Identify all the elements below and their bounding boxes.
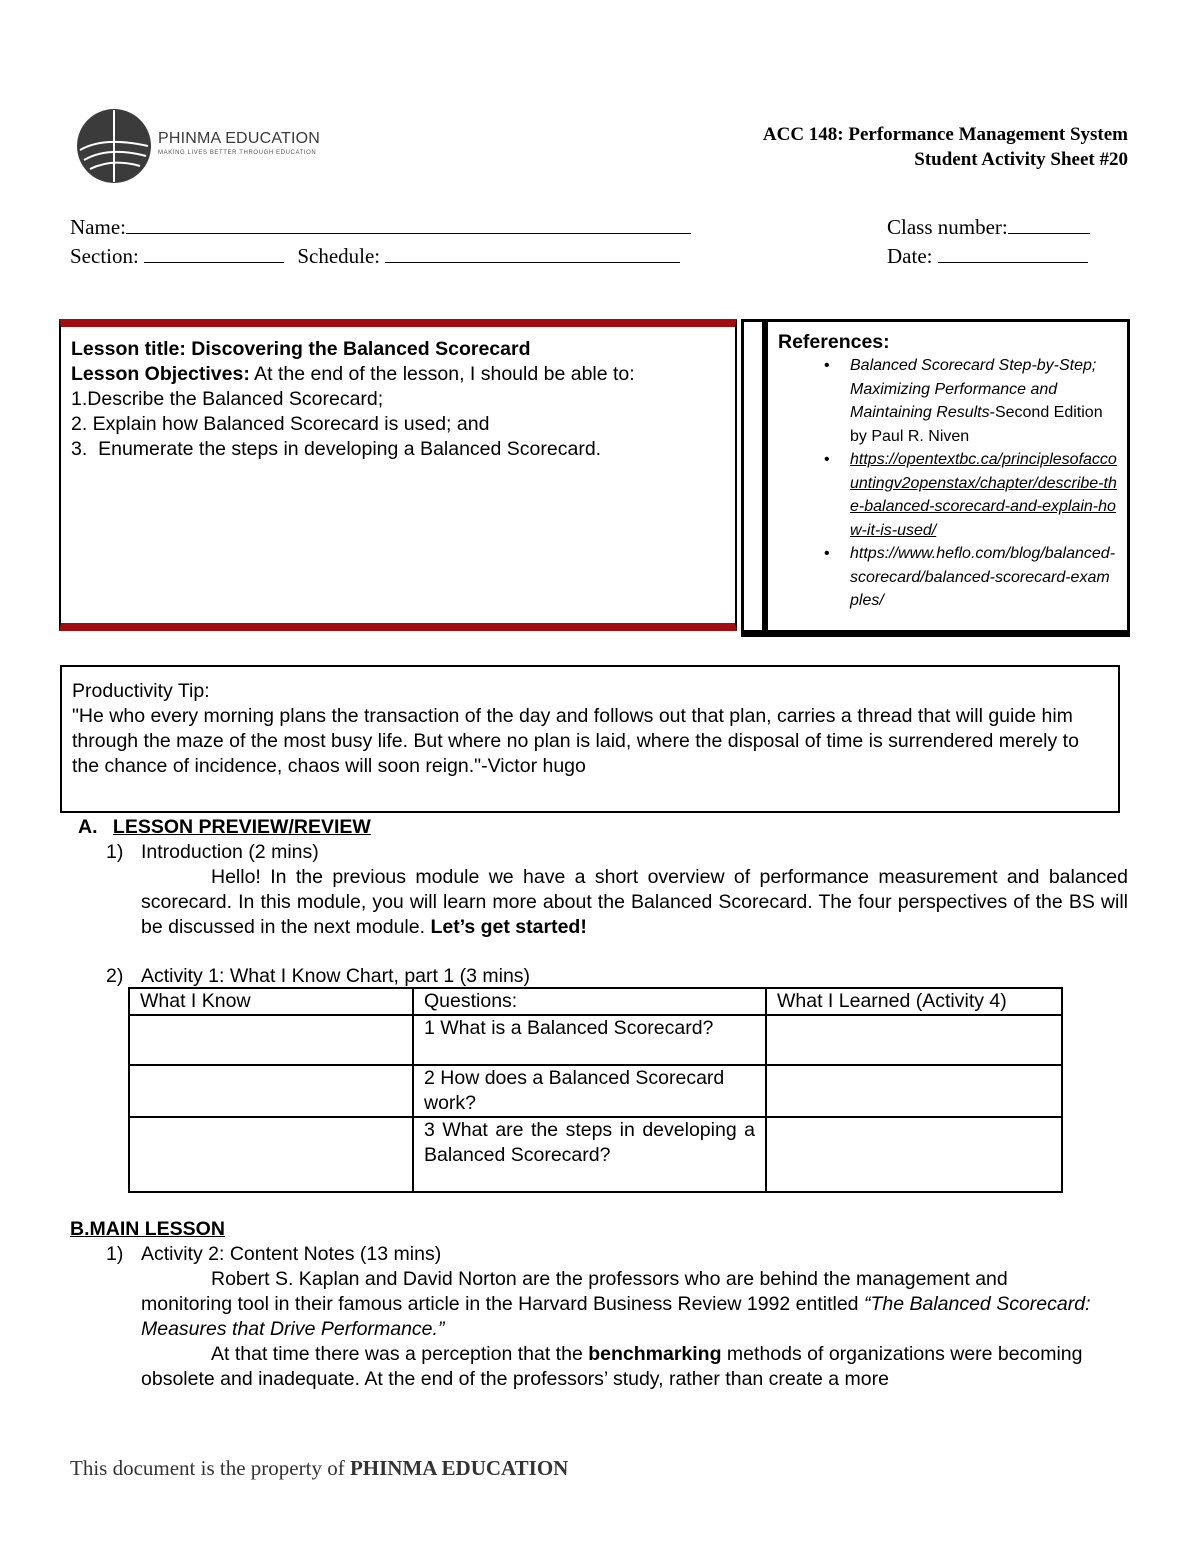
what-i-know-cell[interactable]: [129, 1015, 413, 1065]
lesson-title-value: Discovering the Balanced Scorecard: [191, 338, 531, 360]
section-b-item1-number: 1): [106, 1243, 124, 1265]
name-blank[interactable]: [126, 213, 691, 234]
logo-tagline: MAKING LIVES BETTER THROUGH EDUCATION: [158, 150, 317, 156]
class-number-label: Class number:: [887, 215, 1008, 239]
footer-owner: PHINMA EDUCATION: [349, 1456, 569, 1480]
class-number-field[interactable]: [887, 213, 1090, 241]
course-header: [763, 122, 1128, 172]
table-row: [129, 1117, 1062, 1192]
section-a-item2-title: Activity 1: What I Know Chart, part 1 (3 mins): [141, 965, 531, 987]
content-paragraph-1: Robert S. Kaplan and David Norton are the professors who are behind the management and monitoring tool in their famous article in the Harvard Business Review 1992 entitled “The Balanced Scorecard: Measures that Drive Performance.”: [141, 1268, 1091, 1340]
header-what-i-learned: What I Learned (Activity 4): [766, 988, 1062, 1015]
what-i-know-cell[interactable]: [129, 1117, 413, 1192]
reference-item: • Balanced Scorecard Step-by-Step; Maximizing Performance and Maintaining Results-Second Edition by Paul R. Niven: [778, 354, 1117, 448]
table-row: [129, 1065, 1062, 1117]
sheet-number: Student Activity Sheet #20: [914, 149, 1128, 170]
date-blank[interactable]: [938, 242, 1088, 263]
content-paragraph-2: At that time there was a perception that the benchmarking methods of organizations were becoming obsolete and inadequate. At the end of the professors’ study, rather than create a more: [141, 1343, 1083, 1390]
what-i-learned-cell[interactable]: [766, 1117, 1062, 1192]
reference-link[interactable]: • https://opentextbc.ca/principlesofaccountingv2openstax/chapter/describe-the-balanced-scorecard-and-explain-how-it-is-used/: [778, 448, 1117, 542]
date-label: Date:: [887, 244, 933, 268]
references-box: [765, 319, 1130, 637]
class-number-blank[interactable]: [1008, 213, 1090, 234]
objective-item: 2. Explain how Balanced Scorecard is used; and: [71, 413, 490, 435]
header-questions: Questions:: [413, 988, 766, 1015]
what-i-learned-cell[interactable]: [766, 1065, 1062, 1117]
what-i-know-cell[interactable]: [129, 1065, 413, 1117]
table-header-row: [129, 988, 1062, 1015]
section-blank[interactable]: [144, 242, 284, 263]
what-i-learned-cell[interactable]: [766, 1015, 1062, 1065]
question-cell: 2 How does a Balanced Scorecard work?: [413, 1065, 766, 1117]
course-title: ACC 148: Performance Management System: [762, 124, 1128, 145]
schedule-label: Schedule:: [297, 244, 381, 268]
lesson-title: Lesson title: Discovering the Balanced Scorecard: [71, 338, 531, 360]
box-separator: [741, 319, 765, 637]
references-heading: References:: [778, 331, 890, 353]
phinma-logo: [74, 106, 334, 186]
logo-name: PHINMA EDUCATION: [158, 130, 321, 147]
reference-link[interactable]: • https://www.heflo.com/blog/balanced-scorecard/balanced-scorecard-examples/: [778, 542, 1117, 613]
name-field[interactable]: [70, 213, 691, 241]
question-cell: 3 What are the steps in developing a Balanced Scorecard?: [413, 1117, 766, 1192]
tip-label: Productivity Tip:: [72, 680, 210, 702]
table-row: [129, 1015, 1062, 1065]
lesson-objectives-intro: Lesson Objectives: At the end of the lesson, I should be able to:: [71, 363, 635, 385]
references-list: [778, 354, 1117, 613]
header-what-i-know: What I Know: [129, 988, 413, 1015]
section-a-item1-title: Introduction (2 mins): [141, 841, 319, 863]
name-label: Name:: [70, 215, 126, 239]
question-cell: 1 What is a Balanced Scorecard?: [413, 1015, 766, 1065]
lesson-box: [59, 319, 737, 631]
what-i-know-chart: [128, 987, 1063, 1193]
logo-emblem-icon: [74, 106, 154, 186]
section-a-item2-number: 2): [106, 965, 124, 987]
section-b-item1-title: Activity 2: Content Notes (13 mins): [141, 1243, 442, 1265]
section-label: Section:: [70, 244, 139, 268]
tip-quote: "He who every morning plans the transaction of the day and follows out that plan, carries a thread that will guide him through the maze of the most busy life. But where no plan is laid, where the disposal of time is surrendered merely to the chance of incidence, chaos will soon reign."-Victor hugo: [72, 705, 1079, 777]
date-field[interactable]: [887, 242, 1088, 270]
objective-item: 3. Enumerate the steps in developing a Balanced Scorecard.: [71, 438, 602, 460]
objective-item: 1.Describe the Balanced Scorecard;: [71, 388, 384, 410]
intro-paragraph: Hello! In the previous module we have a short overview of performance measurement and balanced scorecard. In this module, you will learn more about the Balanced Scorecard. The four perspectives of the BS will be discussed in the next module. Let’s get started!: [141, 866, 1128, 938]
section-a-item1-number: 1): [106, 841, 124, 863]
section-schedule-field[interactable]: [70, 242, 680, 270]
productivity-tip-box: [60, 665, 1120, 813]
footer-note: This document is the property of PHINMA EDUCATION: [70, 1456, 569, 1480]
section-b-heading: B.MAIN LESSON: [70, 1218, 225, 1240]
section-a-heading: A. LESSON PREVIEW/REVIEW: [78, 816, 371, 838]
schedule-blank[interactable]: [385, 242, 680, 263]
